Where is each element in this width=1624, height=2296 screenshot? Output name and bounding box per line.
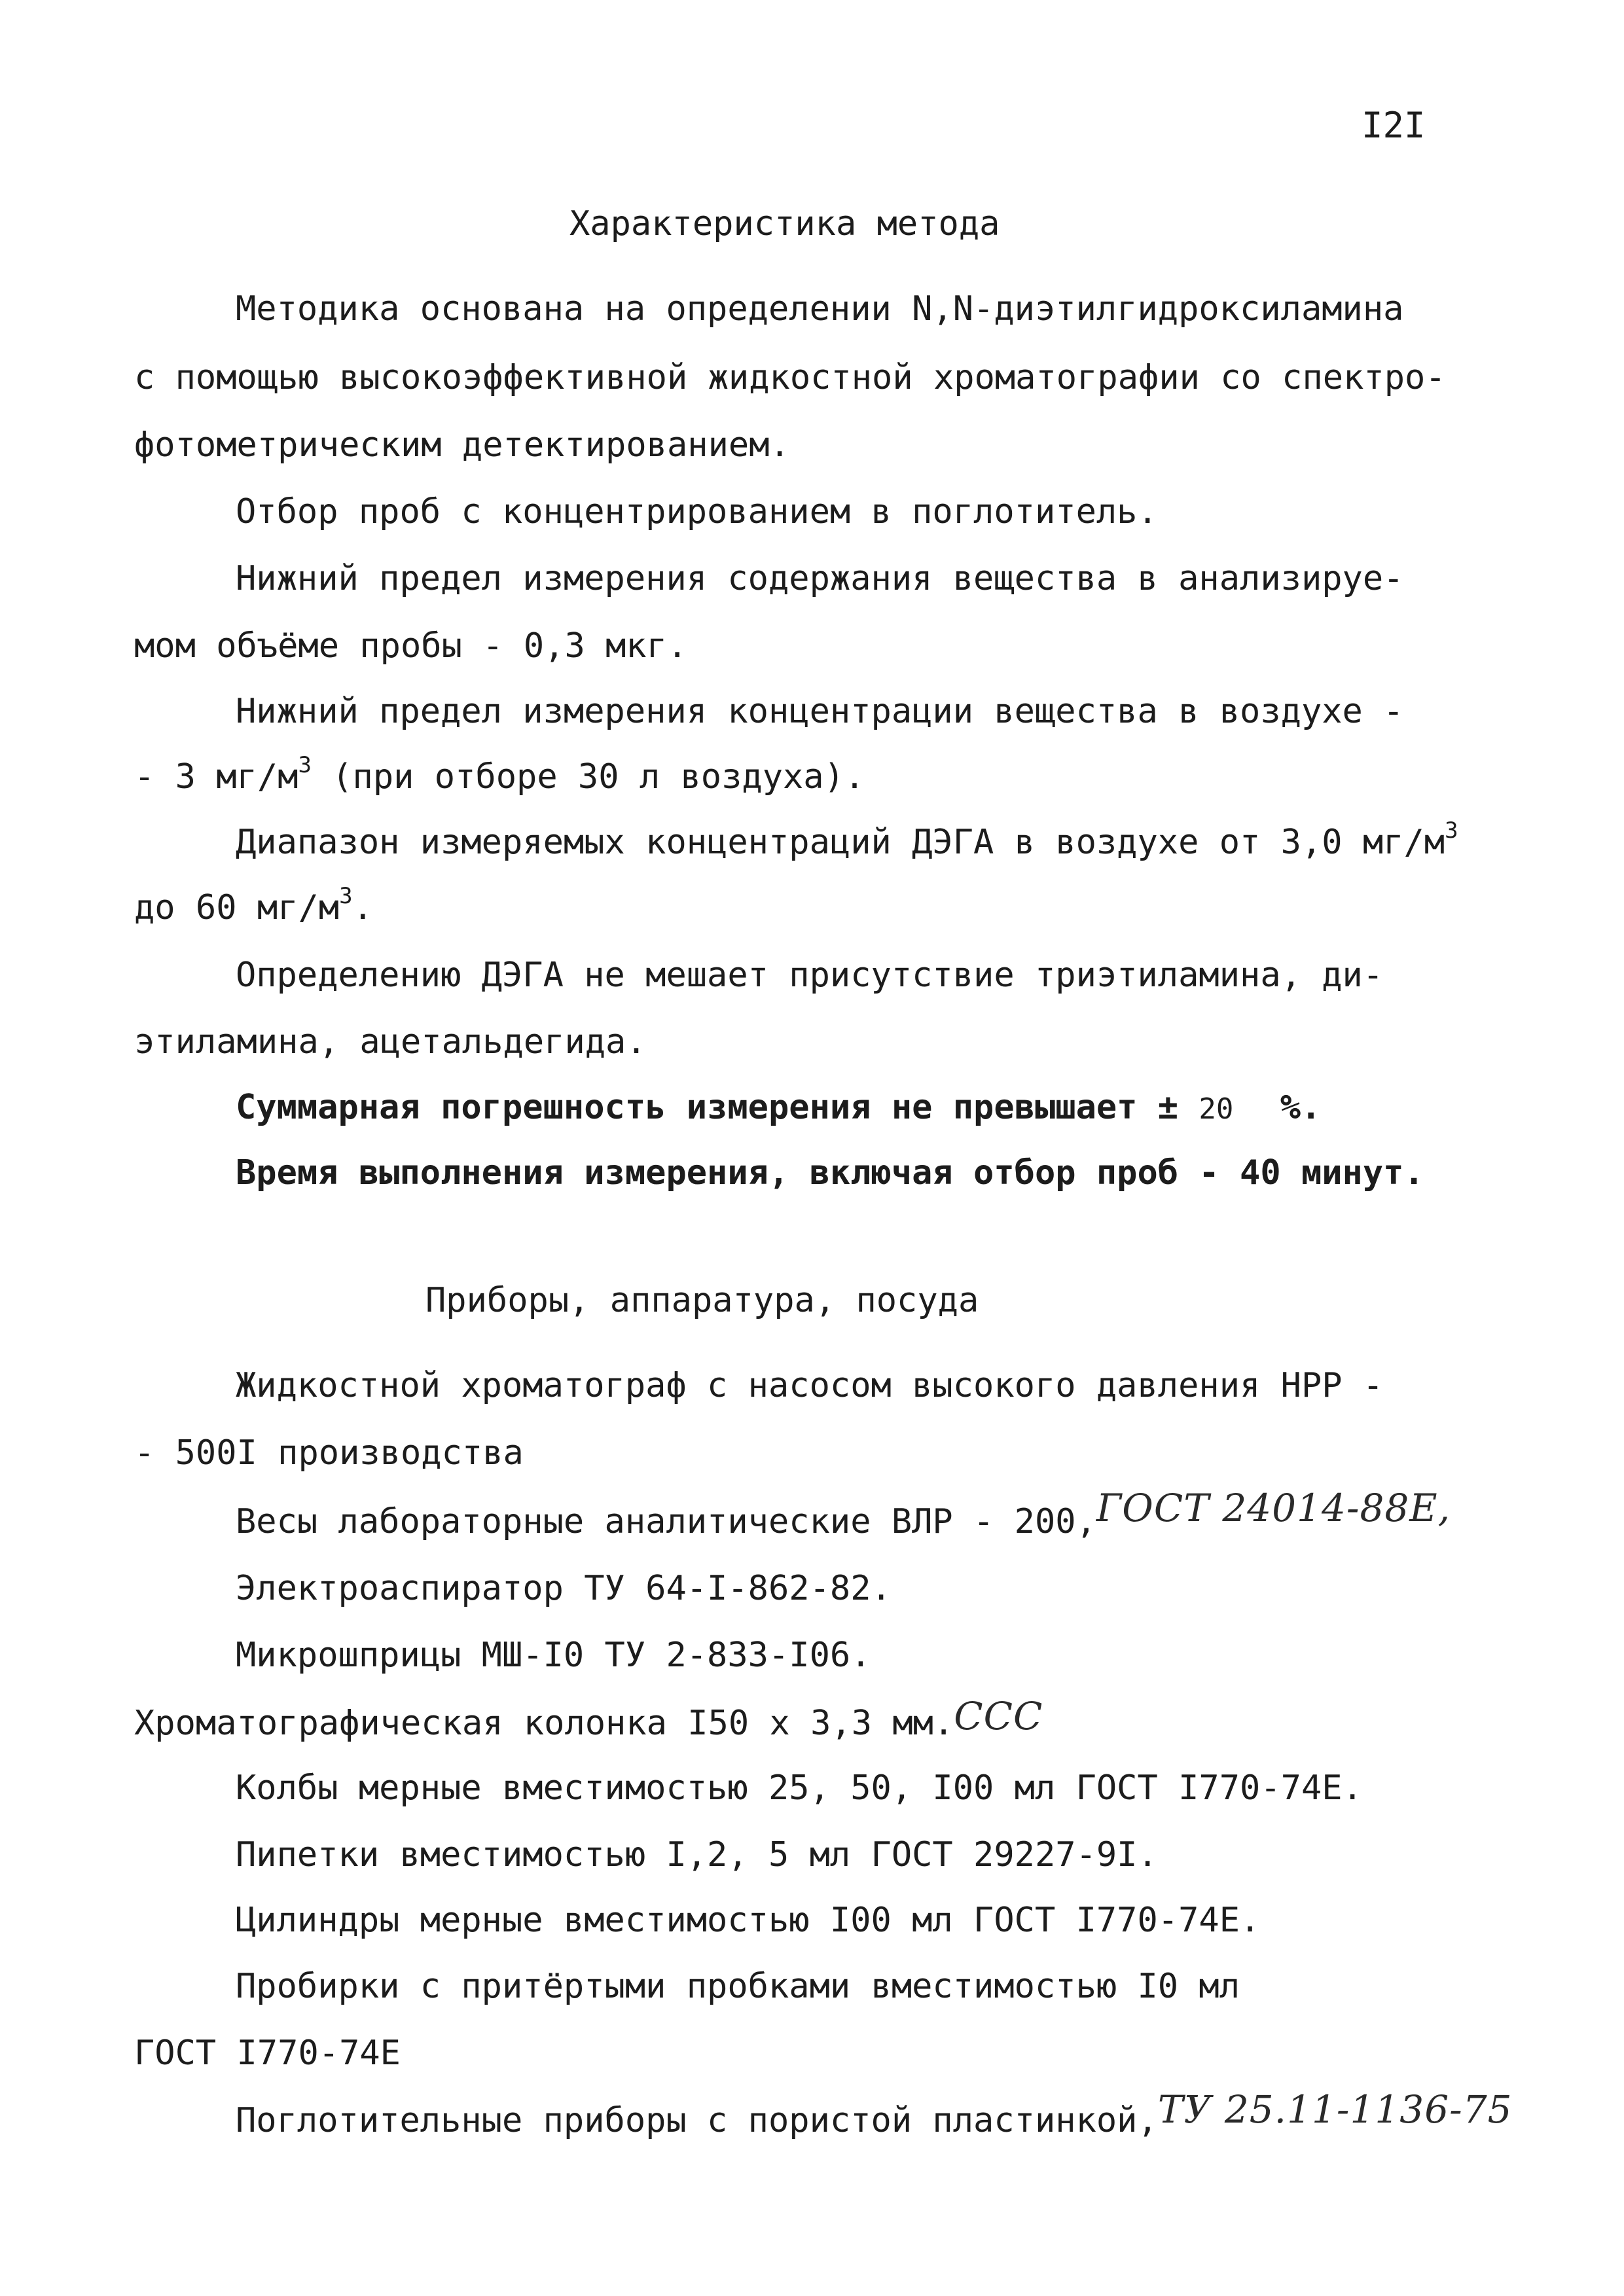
text-line: Время выполнения измерения, включая отбор проб - 40 минут. [236, 1153, 1424, 1193]
percent-sign: %. [1280, 1088, 1322, 1127]
handwritten-annotation: ТУ 25.11-1136-75 [1157, 2087, 1513, 2132]
section-title-method: Характеристика метода [569, 204, 1000, 243]
text-fragment: Весы лабораторные аналитические ВЛР - 200, [236, 1502, 1096, 1541]
list-item: Пробирки с притёртыми пробками вместимостью I0 мл [236, 1967, 1240, 2006]
text-fragment: - 3 мг/м [134, 757, 298, 797]
list-item: Жидкостной хроматограф с насосом высокого давления НРР - [236, 1366, 1384, 1405]
text-line: с помощью высокоэффективной жидкостной хроматографии со спектро- [134, 358, 1446, 397]
text-fragment: Суммарная погрешность измерения не превышает ± [236, 1088, 1179, 1127]
list-item [134, 1694, 1043, 1744]
text-line: Нижний предел измерения содержания вещества в анализируе- [236, 559, 1404, 598]
text-line: мом объёме пробы - 0,3 мкг. [134, 626, 688, 666]
text-fragment: Хроматографическая колонка I50 х 3,3 мм. [134, 1704, 954, 1743]
page-number: I2I [1362, 105, 1426, 146]
section-title-equipment: Приборы, аппаратура, посуда [425, 1281, 979, 1320]
text-line [134, 751, 865, 798]
text-fragment: Диапазон измеряемых концентраций ДЭГА в воздухе от 3,0 мг/м [236, 823, 1445, 862]
text-line [134, 882, 373, 929]
text-line: Отбор проб с концентрированием в поглотитель. [236, 492, 1158, 531]
handwritten-annotation: ГОСТ 24014-88Е, [1096, 1486, 1451, 1530]
handwritten-annotation: CCC [954, 1694, 1043, 1738]
list-item: Колбы мерные вместимостью 25, 50, I00 мл ГОСТ I770-74Е. [236, 1768, 1363, 1808]
text-line: этиламина, ацетальдегида. [134, 1022, 647, 1062]
list-item: ГОСТ I770-74Е [134, 2034, 401, 2073]
list-item: Микрошприцы МШ-I0 ТУ 2-833-I06. [236, 1636, 871, 1675]
text-fragment: (при отборе 30 л воздуха). [332, 757, 865, 797]
list-item: Цилиндры мерные вместимостью I00 мл ГОСТ I770-74Е. [236, 1901, 1261, 1940]
list-item [236, 1486, 1451, 1543]
text-line [236, 817, 1458, 863]
text-line: Нижний предел измерения концентрации вещества в воздухе - [236, 692, 1404, 731]
superscript: 3 [339, 882, 353, 909]
text-line: Определению ДЭГА не мешает присутствие триэтиламина, ди- [236, 956, 1384, 995]
text-fragment: Поглотительные приборы с пористой пластинкой, [236, 2101, 1158, 2140]
error-value: 20 [1199, 1092, 1234, 1126]
text-fragment: до 60 мг/м [134, 888, 340, 927]
superscript: 3 [298, 751, 312, 778]
text-line: Методика основана на определении N,N-диэтилгидроксиламина [236, 289, 1404, 329]
list-item: Электроаспиратор ТУ 64-I-862-82. [236, 1569, 892, 1608]
list-item: - 500I производства [134, 1433, 524, 1473]
text-line: фотометрическим детектированием. [134, 425, 790, 465]
superscript: 3 [1445, 817, 1458, 844]
period: . [352, 888, 373, 927]
text-line [236, 1086, 1321, 1130]
list-item [236, 2087, 1513, 2142]
list-item: Пипетки вместимостью I,2, 5 мл ГОСТ 29227-9I. [236, 1835, 1158, 1874]
